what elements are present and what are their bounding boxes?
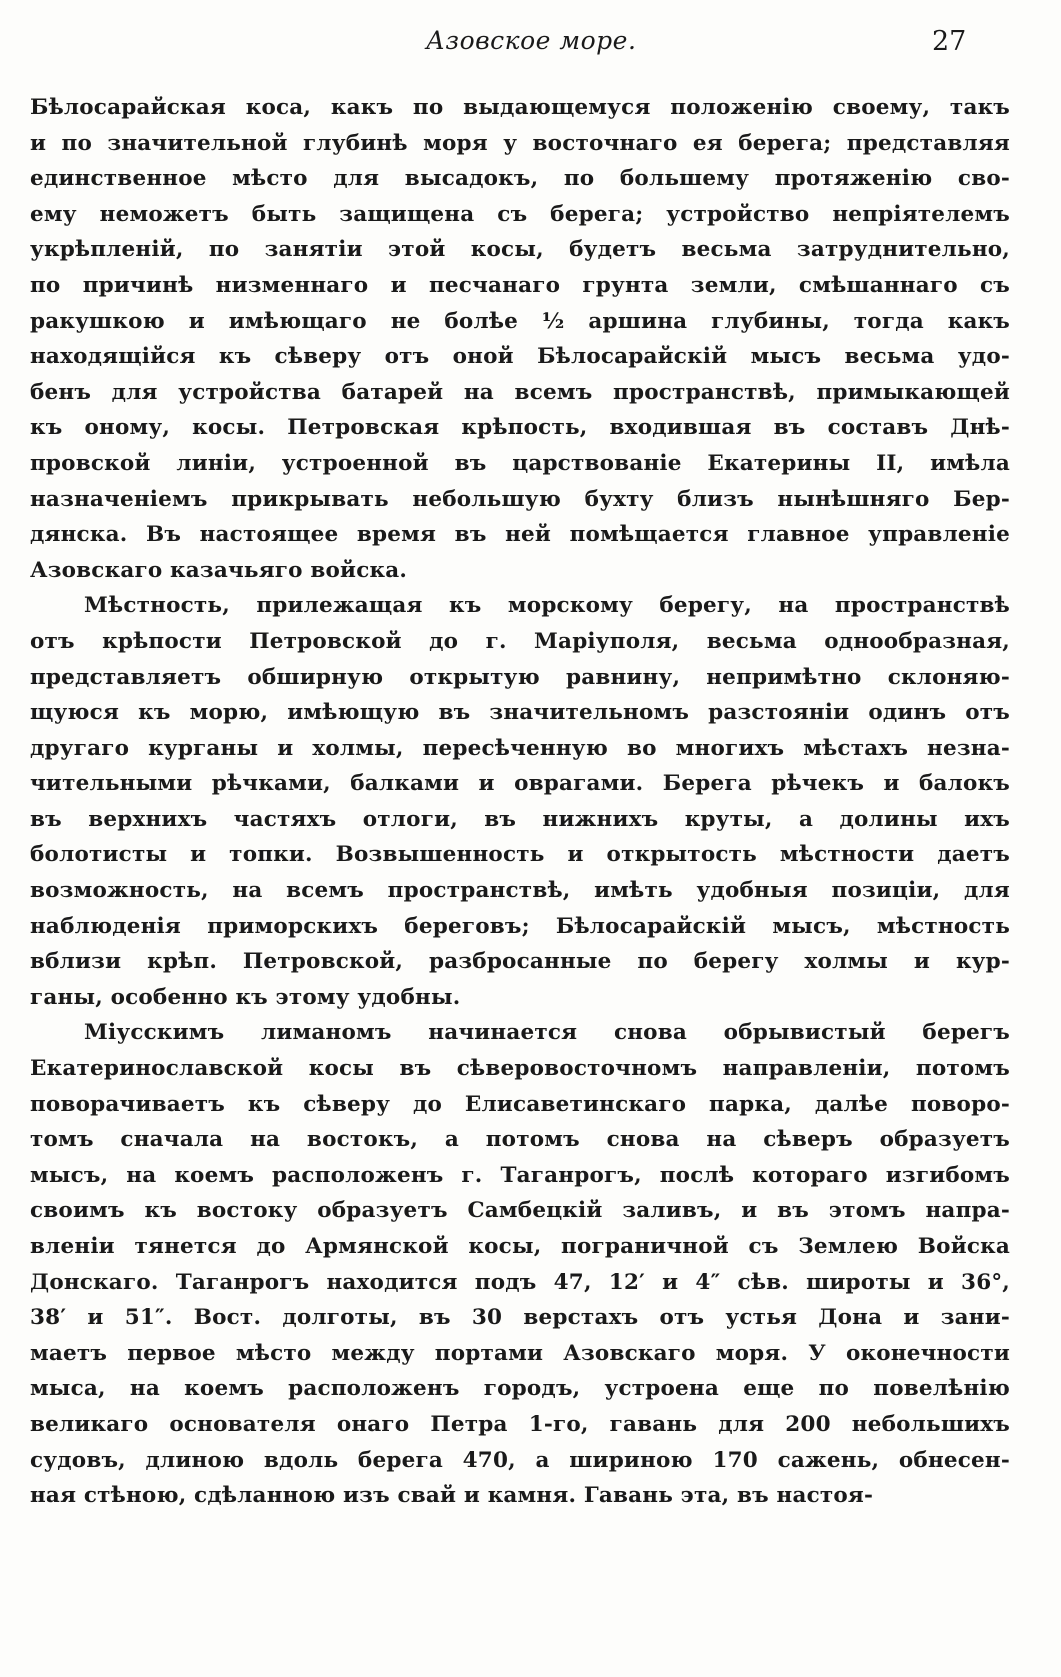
paragraph bbox=[30, 588, 1010, 1015]
text-line: въ верхнихъ частяхъ отлоги, въ нижнихъ круты, а долины ихъ bbox=[30, 806, 1010, 832]
text-line: мыса, на коемъ расположенъ городъ, устроена еще по повелѣнію bbox=[30, 1376, 1010, 1402]
text-line: Екатеринославской косы въ сѣверовосточномъ направленіи, потомъ bbox=[30, 1056, 1010, 1082]
running-title: Азовское море. bbox=[426, 26, 637, 55]
text-line: провской линіи, устроенной въ царствованіе Екатерины II, имѣла bbox=[30, 450, 1010, 476]
text-line: судовъ, длиною вдоль берега 470, а шириною 170 сажень, обнесен- bbox=[30, 1447, 1010, 1473]
text-line: представляетъ обширную открытую равнину, непримѣтно склоняю- bbox=[30, 664, 1010, 690]
text-line: Бѣлосарайская коса, какъ по выдающемуся положенію своему, такъ bbox=[30, 95, 1010, 120]
paragraph bbox=[30, 1015, 1010, 1513]
text-line: вленіи тянется до Армянской косы, пограничной съ Землею Войска bbox=[30, 1234, 1010, 1259]
text-line: находящійся къ сѣверу отъ оной Бѣлосарайскій мысъ весьма удо- bbox=[30, 344, 1010, 370]
page-number: 27 bbox=[932, 26, 967, 57]
text-line: мысъ, на коемъ расположенъ г. Таганрогъ, послѣ котораго изгибомъ bbox=[30, 1162, 1010, 1188]
text-line: отъ крѣпости Петровской до г. Маріуполя, весьма однообразная, bbox=[30, 628, 1010, 654]
text-line: единственное мѣсто для высадокъ, по большему протяженію сво- bbox=[30, 166, 1010, 192]
paragraph bbox=[30, 90, 1010, 588]
running-head bbox=[0, 26, 1061, 66]
text-line: дянска. Въ настоящее время въ ней помѣщается главное управленіе bbox=[30, 522, 1010, 548]
text-line: по причинѣ низменнаго и песчанаго грунта земли, смѣшаннаго съ bbox=[30, 272, 1010, 298]
text-line: томъ сначала на востокъ, а потомъ снова на сѣверъ образуетъ bbox=[30, 1127, 1010, 1153]
text-line: щуюся къ морю, имѣющую въ значительномъ разстояніи одинъ отъ bbox=[30, 700, 1010, 726]
text-line: своимъ къ востоку образуетъ Самбецкій заливъ, и въ этомъ напра- bbox=[30, 1198, 1010, 1224]
text-line: болотисты и топки. Возвышенность и открытость мѣстности даетъ bbox=[30, 842, 1010, 868]
text-line: къ оному, косы. Петровская крѣпость, входившая въ составъ Днѣ- bbox=[30, 415, 1010, 441]
text-line: бенъ для устройства батарей на всемъ пространствѣ, примыкающей bbox=[30, 379, 1010, 405]
text-line: вблизи крѣп. Петровской, разбросанные по берегу холмы и кур- bbox=[30, 949, 1010, 975]
text-line: Донскаго. Таганрогъ находится подъ 47, 12′ и 4″ сѣв. широты и 36°, bbox=[30, 1269, 1010, 1295]
text-line: ему неможетъ быть защищена съ берега; устройство непріятелемъ bbox=[30, 201, 1010, 227]
text-line: наблюденія приморскихъ береговъ; Бѣлосарайскій мысъ, мѣстность bbox=[30, 913, 1010, 939]
text-line: Мѣстность, прилежащая къ морскому берегу, на пространствѣ bbox=[84, 593, 1010, 619]
text-line: ганы, особенно къ этому удобны. bbox=[30, 984, 461, 1010]
text-line: укрѣпленій, по занятіи этой косы, будетъ весьма затруднительно, bbox=[30, 237, 1010, 263]
text-line: 38′ и 51″. Вост. долготы, въ 30 верстахъ отъ устья Дона и зани- bbox=[30, 1305, 1010, 1331]
text-line: Міусскимъ лиманомъ начинается снова обрывистый берегъ bbox=[84, 1020, 1010, 1046]
text-line: чительными рѣчками, балками и оврагами. Берега рѣчекъ и балокъ bbox=[30, 771, 1010, 797]
text-line: ракушкою и имѣющаго не болѣе ½ аршина глубины, тогда какъ bbox=[30, 308, 1010, 334]
text-line: ная стѣною, сдѣланною изъ свай и камня. Гавань эта, въ настоя- bbox=[30, 1483, 874, 1509]
text-line: Азовскаго казачьяго войска. bbox=[30, 557, 408, 583]
text-line: великаго основателя онаго Петра 1-го, гавань для 200 небольшихъ bbox=[30, 1411, 1010, 1437]
text-line: поворачиваетъ къ сѣверу до Елисаветинскаго парка, далѣе поворо- bbox=[30, 1091, 1010, 1117]
text-line: маетъ первое мѣсто между портами Азовскаго моря. У оконечности bbox=[30, 1340, 1010, 1366]
text-line: и по значительной глубинѣ моря у восточнаго ея берега; представляя bbox=[30, 130, 1010, 156]
body-text bbox=[30, 90, 1010, 1514]
text-line: возможность, на всемъ пространствѣ, имѣть удобныя позиціи, для bbox=[30, 878, 1010, 904]
text-line: назначеніемъ прикрывать небольшую бухту близъ нынѣшняго Бер- bbox=[30, 486, 1010, 512]
text-line: другаго курганы и холмы, пересѣченную во многихъ мѣстахъ незна- bbox=[30, 735, 1010, 761]
